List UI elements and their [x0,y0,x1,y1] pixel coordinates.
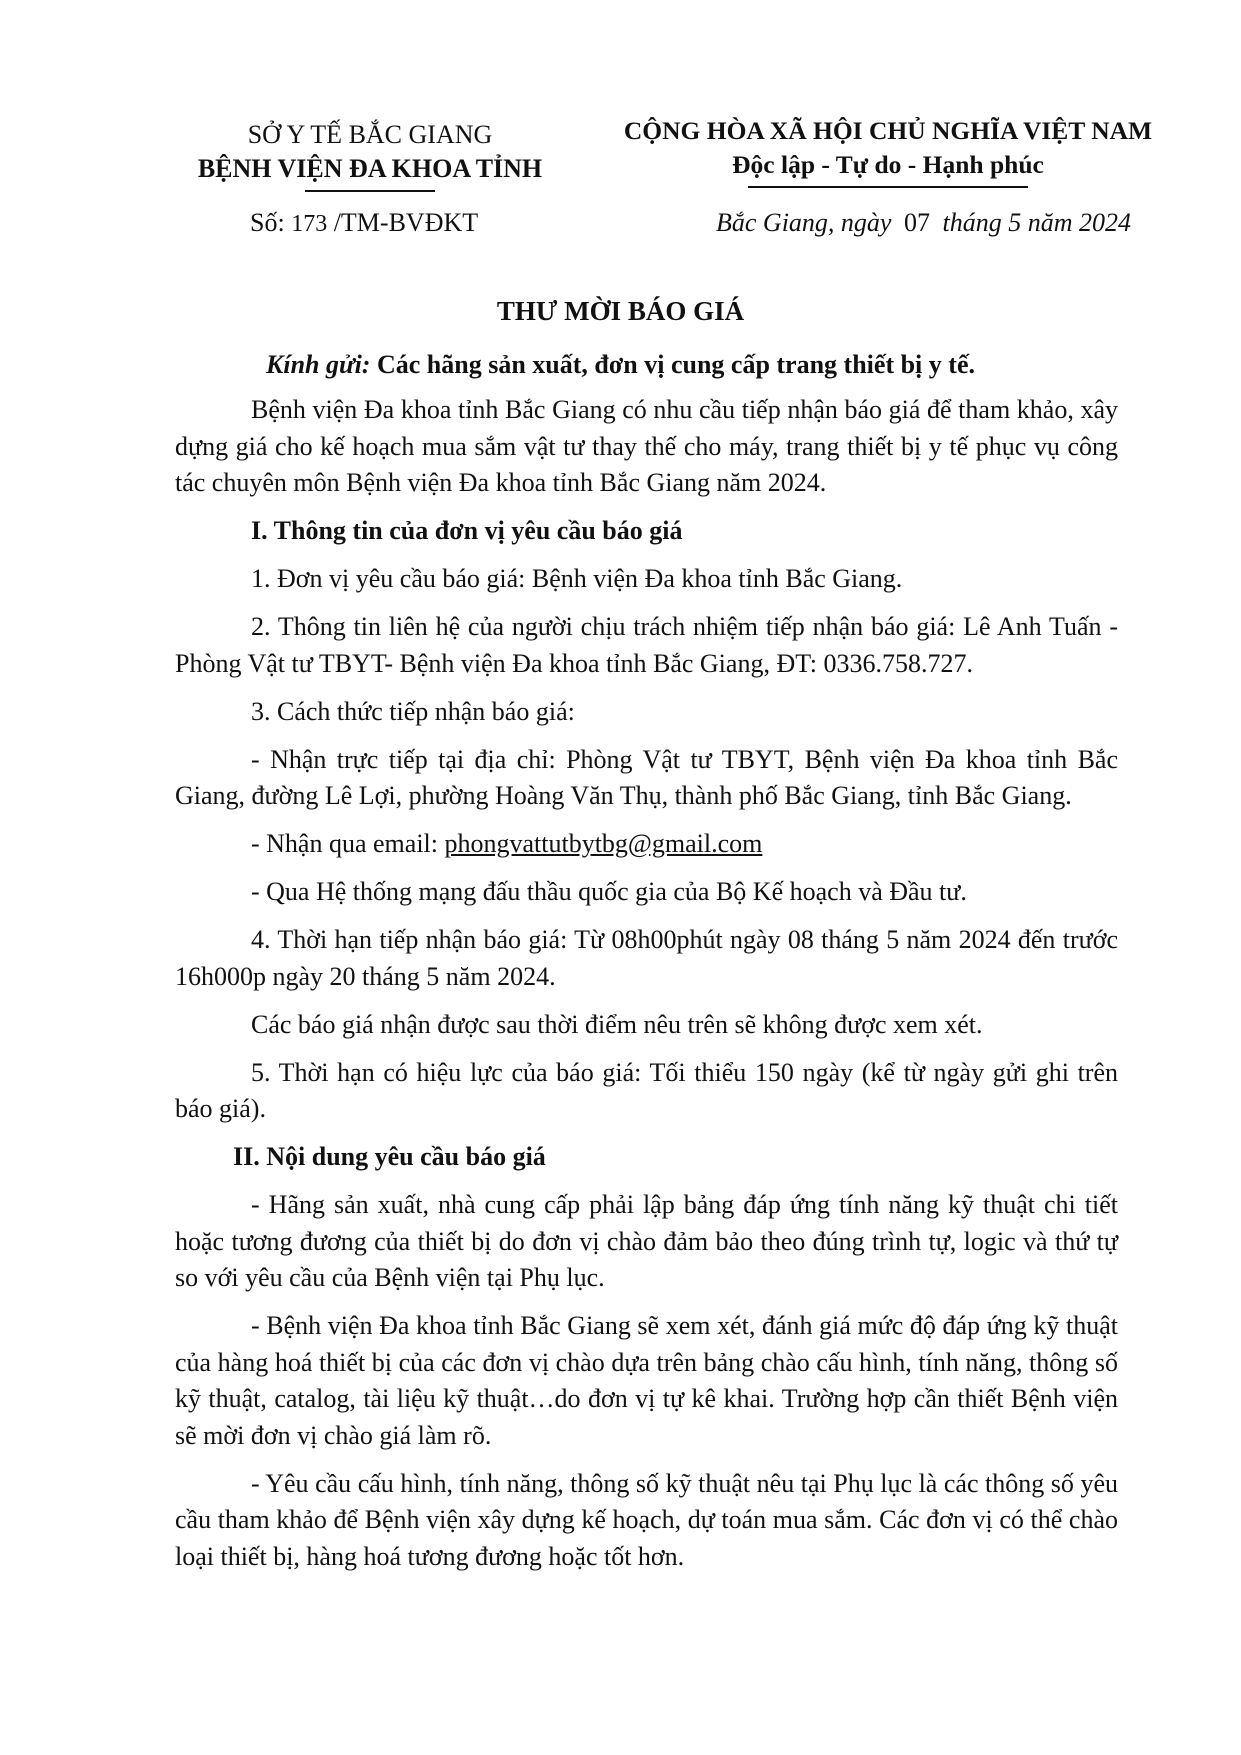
date-prefix: Bắc Giang, ngày [716,208,892,237]
issuer-org: BỆNH VIỆN ĐA KHOA TỈNH [197,154,543,183]
addressee-text: Các hãng sản xuất, đơn vị cung cấp trang thiết bị y tế. [376,350,975,379]
issuer-block [180,118,560,192]
national-motto-block [608,114,1168,188]
section-1-heading: I. Thông tin của đơn vị yêu cầu báo giá [251,516,683,545]
country-name: CỘNG HÒA XÃ HỘI CHỦ NGHĨA VIỆT NAM [623,116,1153,145]
section-1-item-5: 5. Thời hạn có hiệu lực của báo giá: Tối thiểu 150 ngày (kể từ ngày gửi ghi trên báo giá). [175,1057,1118,1123]
section-2-para-3: - Yêu cầu cấu hình, tính năng, thông số kỹ thuật nêu tại Phụ lục là các thông số yêu cầu tham khảo để Bệnh viện xây dựng kế hoạch, dự toán mua sắm. Các đơn vị có thể chào loại thiết bị, hàng hoá tương đương hoặc tốt hơn. [175,1468,1118,1571]
section-1-item-3: 3. Cách thức tiếp nhận báo giá: [251,696,575,726]
addressee-line [0,350,1241,380]
document-body [175,392,1118,1587]
section-1-item-4: 4. Thời hạn tiếp nhận báo giá: Từ 08h00phút ngày 08 tháng 5 năm 2024 đến trước 16h000p ngày 20 tháng 5 năm 2024. [175,925,1118,991]
section-1-item-3b [175,826,1118,863]
issuer-underline [305,190,435,192]
addressee-label: Kính gửi: [266,350,371,379]
section-2-heading: II. Nội dung yêu cầu báo giá [233,1142,546,1171]
email-link[interactable]: phongvattutbytbg@gmail.com [444,829,763,858]
date-suffix: tháng 5 năm 2024 [942,208,1131,237]
section-2-para-2: - Bệnh viện Đa khoa tỉnh Bắc Giang sẽ xem xét, đánh giá mức độ đáp ứng kỹ thuật của hàng hoá thiết bị của các đơn vị chào dựa trên bảng chào cấu hình, tính năng, thông số kỹ thuật, catalog, tài liệu kỹ thuật…do đơn vị tự kê khai. Trường hợp cần thiết Bệnh viện sẽ mời đơn vị chào giá làm rõ. [175,1311,1118,1450]
doc-number-suffix: /TM-BVĐKT [333,208,479,237]
document-number [250,208,478,238]
section-1-item-2: 2. Thông tin liên hệ của người chịu trách nhiệm tiếp nhận báo giá: Lê Anh Tuấn - Phòng Vật tư TBYT- Bệnh viện Đa khoa tỉnh Bắc Giang, ĐT: 0336.758.727. [175,612,1118,678]
section-1-item-3a: - Nhận trực tiếp tại địa chỉ: Phòng Vật tư TBYT, Bệnh viện Đa khoa tỉnh Bắc Giang, đường Lê Lợi, phường Hoàng Văn Thụ, thành phố Bắc Giang, tỉnh Bắc Giang. [175,744,1118,810]
email-label: - Nhận qua email: [251,829,438,858]
doc-number-value: 173 [291,211,328,237]
section-1-item-4-note: Các báo giá nhận được sau thời điểm nêu trên sẽ không được xem xét. [251,1009,983,1039]
date-day: 07 [903,208,930,237]
document-title: THƯ MỜI BÁO GIÁ [496,296,745,326]
section-1-item-1: 1. Đơn vị yêu cầu báo giá: Bệnh viện Đa khoa tỉnh Bắc Giang. [251,564,903,593]
issuer-parent-org: SỞ Y TẾ BẮC GIANG [247,120,493,149]
document-date [716,208,1131,238]
section-2-para-1: - Hãng sản xuất, nhà cung cấp phải lập bảng đáp ứng tính năng kỹ thuật chi tiết hoặc tương đương của thiết bị do đơn vị chào đảm bảo theo đúng trình tự, logic và thứ tự so với yêu cầu của Bệnh viện tại Phụ lục. [175,1190,1118,1292]
motto-underline [748,186,1028,188]
motto: Độc lập - Tự do - Hạnh phúc [732,150,1044,179]
intro-paragraph: Bệnh viện Đa khoa tỉnh Bắc Giang có nhu cầu tiếp nhận báo giá để tham khảo, xây dựng giá cho kế hoạch mua sắm vật tư thay thế cho máy, trang thiết bị y tế phục vụ công tác chuyên môn Bệnh viện Đa khoa tỉnh Bắc Giang năm 2024. [175,395,1118,497]
doc-number-prefix: Số: [250,208,285,237]
section-1-item-3c: - Qua Hệ thống mạng đấu thầu quốc gia của Bộ Kế hoạch và Đầu tư. [251,877,967,906]
